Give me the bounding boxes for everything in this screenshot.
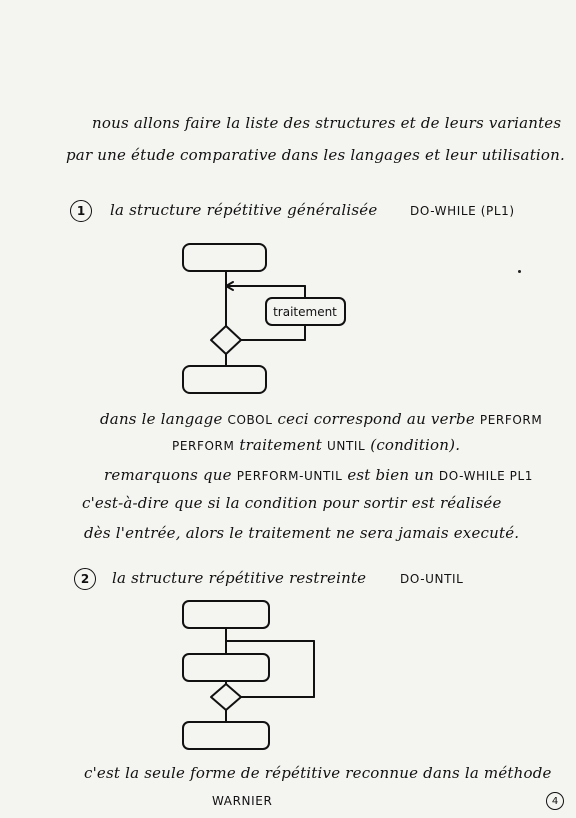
cobol-l2-code: PERFORM <box>172 439 235 453</box>
footer-line-1: c'est la seule forme de répétitive reconnue dans la méthode <box>84 764 552 782</box>
section-1-title: la structure répétitive généralisée <box>110 201 378 219</box>
cobol-l2-text: traitement <box>239 436 323 454</box>
intro-line-2: par une étude comparative dans les langages et leur utilisation. <box>66 146 565 164</box>
cobol-l3-text2: est bien un <box>347 466 434 484</box>
page-number: 4 <box>546 792 564 810</box>
cobol-l3-code: PERFORM-UNTIL <box>236 469 343 483</box>
decision-diamond-2 <box>211 684 241 710</box>
section-1-number: 1 <box>70 200 92 222</box>
section-2-number: 2 <box>74 568 96 590</box>
process-box-2 <box>183 654 269 681</box>
cobol-l1-code1: COBOL <box>227 413 273 427</box>
footer-line-2: WARNIER <box>212 794 273 808</box>
cobol-line-5: dès l'entrée, alors le traitement ne sera jamais executé. <box>84 524 520 542</box>
cobol-l2-code2: UNTIL <box>326 439 366 453</box>
cobol-line-4: c'est-à-dire que si la condition pour sortir est réalisée <box>82 494 502 512</box>
process-label: traitement <box>273 305 337 319</box>
cobol-l3-code2: DO-WHILE PL1 <box>438 469 534 483</box>
cobol-l1-code2: PERFORM <box>479 413 543 427</box>
cobol-l1-text: dans le langage <box>100 410 223 428</box>
intro-line-1: nous allons faire la liste des structures et de leurs variantes <box>92 114 562 132</box>
section-2-code: DO-UNTIL <box>400 572 464 586</box>
end-box-2 <box>183 722 269 749</box>
cobol-l3-text: remarquons que <box>104 466 232 484</box>
section-1-code: DO-WHILE (PL1) <box>410 204 515 218</box>
cobol-l1-text2: ceci correspond au verbe <box>277 410 475 428</box>
section-2-title: la structure répétitive restreinte <box>112 569 367 587</box>
cobol-l2-text2: (condition). <box>370 436 461 454</box>
start-box-2 <box>183 601 269 628</box>
